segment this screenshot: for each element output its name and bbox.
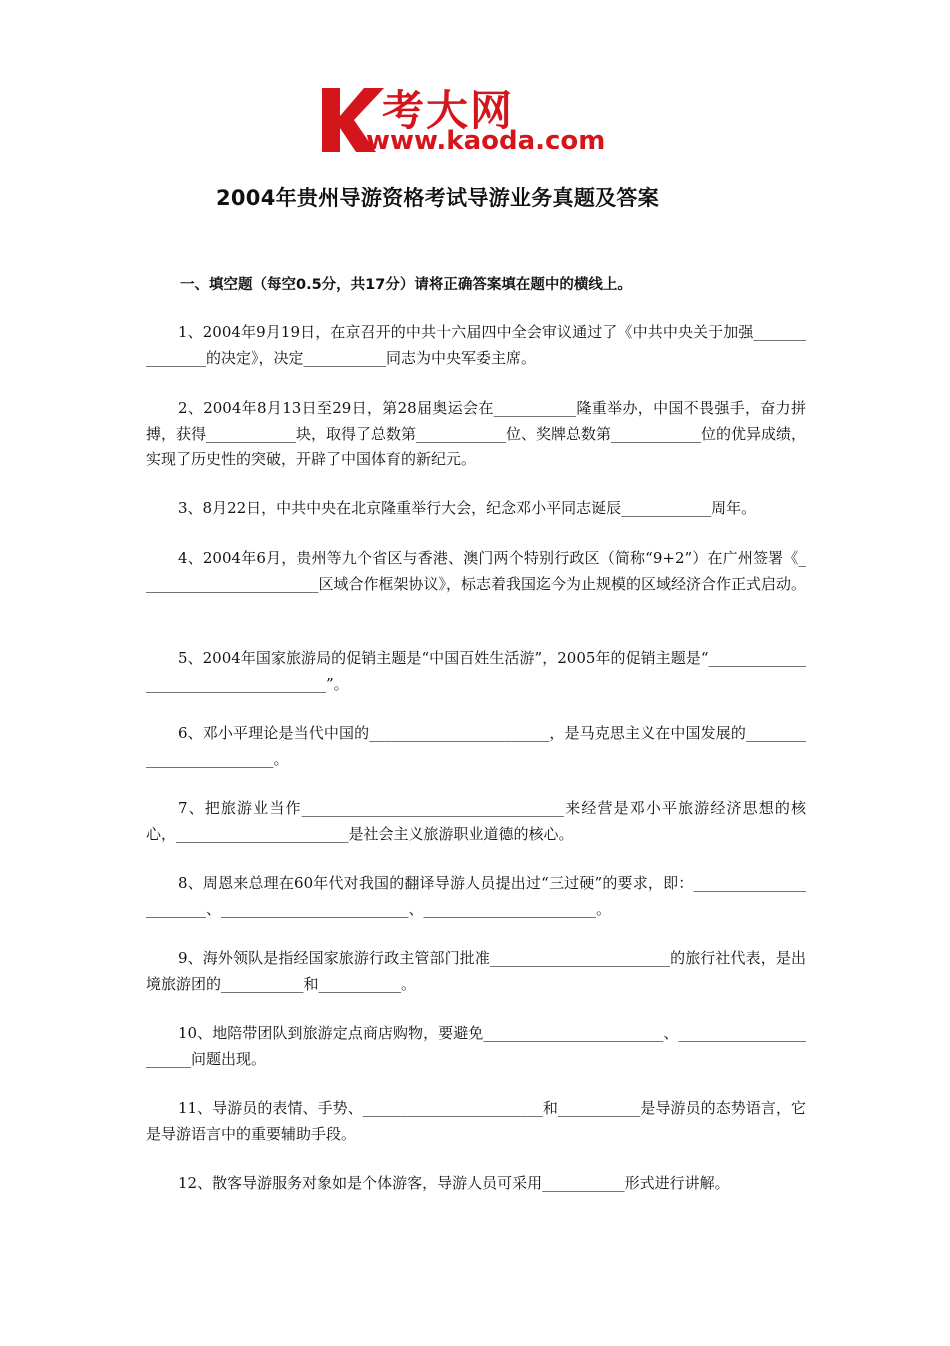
kaoda-logo [318, 82, 638, 160]
question-8: 8、周恩来总理在60年代对我国的翻译导游人员提出过“三过硬”的要求，即：_______________________、_________________________、_______________________。 [146, 874, 806, 918]
question-2: 2、2004年8月13日至29日，第28届奥运会在___________隆重举办，中国不畏强手，奋力拼搏，获得____________块，取得了总数第____________位、奖牌总数第____________位的优异成绩，实现了历史性的突破，开辟了中国体育的新纪元。 [146, 399, 807, 468]
question-6: 6、邓小平理论是当代中国的________________________，是马克思主义在中国发展的_________________________。 [146, 724, 806, 768]
section-heading: 一、填空题（每空0.5分，共17分）请将正确答案填在题中的横线上。 [180, 277, 632, 293]
question-12: 12、散客导游服务对象如是个体游客，导游人员可采用___________形式进行讲解。 [178, 1174, 730, 1192]
logo-url-text: www.kaoda.com [366, 126, 606, 156]
question-4: 4、2004年6月，贵州等九个省区与香港、澳门两个特别行政区（简称“9+2”）在广州签署《________________________区域合作框架协议》，标志着我国迄今为止规模的区域经济合作正式启动。 [146, 549, 807, 593]
question-3: 3、8月22日，中共中央在北京隆重举行大会，纪念邓小平同志诞辰____________周年。 [178, 499, 757, 517]
document-title: 2004年贵州导游资格考试导游业务真题及答案 [215, 186, 660, 210]
question-5: 5、2004年国家旅游局的促销主题是“中国百姓生活游”，2005年的促销主题是“_____________________________________”。 [146, 649, 806, 693]
question-11: 11、导游员的表情、手势、________________________和___________是导游员的态势语言，它是导游语言中的重要辅助手段。 [146, 1099, 806, 1143]
question-1: 1、2004年9月19日，在京召开的中共十六届四中全会审议通过了《中共中央关于加强_______________的决定》，决定___________同志为中央军委主席。 [146, 323, 806, 367]
logo-chinese-text: 考大网 [382, 86, 515, 135]
question-10: 10、地陪带团队到旅游定点商店购物，要避免________________________、_______________________问题出现。 [146, 1024, 806, 1068]
question-7: 7、把旅游业当作___________________________________来经营是邓小平旅游经济思想的核心，_______________________是社会主义旅游职业道德的核心。 [146, 799, 806, 843]
question-9: 9、海外领队是指经国家旅游行政主管部门批准________________________的旅行社代表，是出境旅游团的___________和___________。 [146, 949, 806, 993]
